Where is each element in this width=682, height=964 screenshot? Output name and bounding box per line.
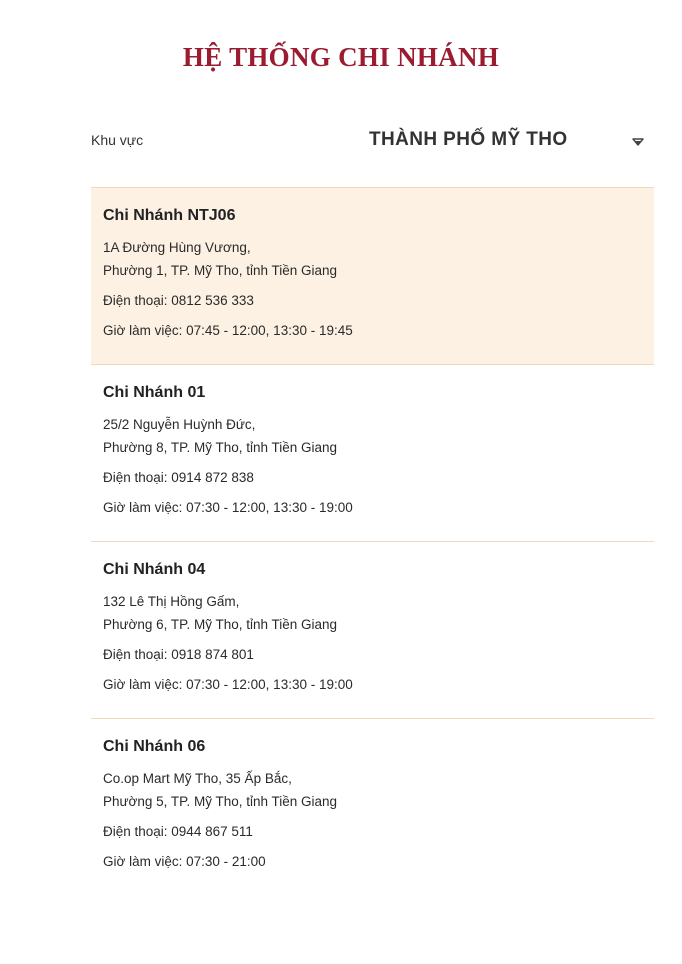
branch-item[interactable] [91,542,654,719]
region-filter [91,122,654,162]
branch-address [103,413,642,459]
chevron-down-icon [632,137,644,147]
region-label: Khu vực [91,132,144,148]
page-title: HỆ THỐNG CHI NHÁNH [182,42,500,72]
branch-name: Chi Nhánh NTJ06 [103,207,236,224]
branch-address [103,590,642,636]
branch-name: Chi Nhánh 01 [103,384,206,401]
branch-address-line2: Phường 1, TP. Mỹ Tho, tỉnh Tiền Giang [103,263,338,278]
branch-item[interactable] [91,365,654,542]
branch-address-line2: Phường 5, TP. Mỹ Tho, tỉnh Tiền Giang [103,794,338,809]
branch-phone: Điện thoại: 0918 874 801 [103,647,254,662]
branch-address-line1: 25/2 Nguyễn Huỳnh Đức, [103,417,256,432]
region-select[interactable] [361,122,654,162]
branch-name: Chi Nhánh 04 [103,561,206,578]
branch-hours: Giờ làm việc: 07:30 - 12:00, 13:30 - 19:00 [103,500,353,515]
branch-name: Chi Nhánh 06 [103,738,206,755]
branch-address-line1: 132 Lê Thị Hồng Gấm, [103,594,240,609]
branch-list [91,187,654,896]
branch-hours: Giờ làm việc: 07:30 - 21:00 [103,854,266,869]
branch-phone: Điện thoại: 0914 872 838 [103,470,254,485]
branch-phone: Điện thoại: 0944 867 511 [103,824,253,839]
branch-item[interactable] [91,719,654,896]
branch-address-line2: Phường 6, TP. Mỹ Tho, tỉnh Tiền Giang [103,617,338,632]
branch-phone: Điện thoại: 0812 536 333 [103,293,254,308]
branch-address [103,767,642,813]
branch-item[interactable] [91,188,654,365]
branch-address-line1: 1A Đường Hùng Vương, [103,240,251,255]
branch-address-line2: Phường 8, TP. Mỹ Tho, tỉnh Tiền Giang [103,440,338,455]
branch-hours: Giờ làm việc: 07:45 - 12:00, 13:30 - 19:45 [103,323,353,338]
branch-address [103,236,642,282]
branch-address-line1: Co.op Mart Mỹ Tho, 35 Ấp Bắc, [103,771,292,786]
branch-hours: Giờ làm việc: 07:30 - 12:00, 13:30 - 19:00 [103,677,353,692]
region-selected-value: THÀNH PHỐ MỸ THO [369,129,568,150]
